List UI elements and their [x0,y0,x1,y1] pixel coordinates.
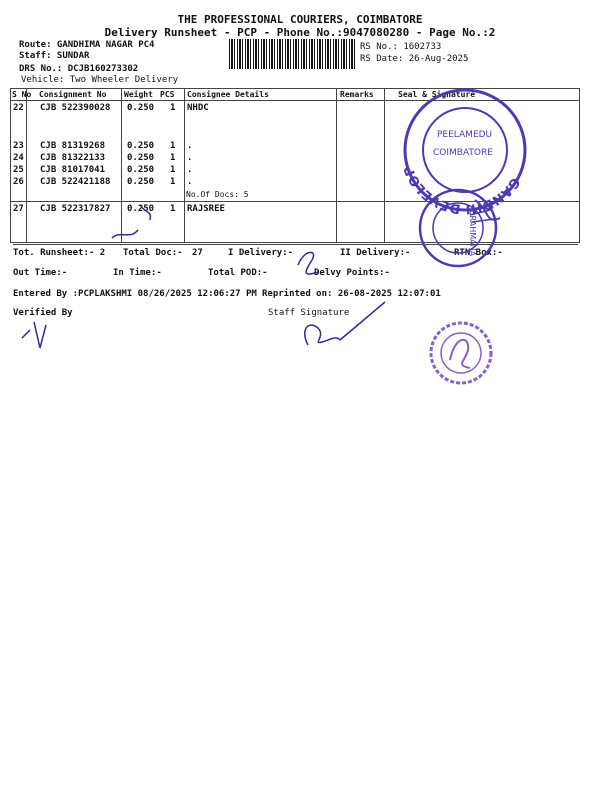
no-of-docs: No.Of Docs: 5 [186,190,249,199]
seal-inner-text: PEELAMEDU [437,130,493,140]
row-weight: 0.250 [127,141,155,151]
seal-ring-text: GANDHI DEVELOP [401,163,523,217]
delvy-points: Delvy Points:- [314,268,390,278]
ii-delivery: II Delivery:- [340,248,411,258]
row-pcs: 1 [170,103,176,113]
col-weight: Weight [124,90,153,99]
row-consignee: . [187,165,193,175]
col-pcs: PCS [160,90,175,99]
drs-label: DRS No.: DCJB160273302 [19,64,139,74]
verified-by: Verified By [13,308,73,318]
row-weight: 0.250 [127,153,155,163]
row-consignee: . [187,153,193,163]
seal-inner-text: COIMBATORE [433,148,493,158]
row-pcs: 1 [170,177,176,187]
in-time: In Time:- [113,268,162,278]
row-pcs: 1 [170,165,176,175]
rs-number: RS No.: 1602733 [360,42,442,52]
row-consignment: CJB 522390028 [40,103,111,113]
col-remarks: Remarks [340,90,374,99]
staff-signature-label: Staff Signature [268,308,350,318]
col-consignee: Consignee Details [187,90,269,99]
row-pcs: 1 [170,204,176,214]
entered-by: Entered By :PCPLAKSHMI 08/26/2025 12:06:27 PM [13,289,257,299]
row-weight: 0.250 [127,165,155,175]
report-title: THE PROFESSIONAL COURIERS, COIMBATORE [177,13,423,26]
violet-round-stamp [431,323,491,383]
row-consignment: CJB 522317827 [40,204,111,214]
i-delivery: I Delivery:- [228,248,294,258]
total-doc-value: 27 [192,248,203,258]
route-label: Route: GANDHIMA NAGAR PC4 [19,40,155,50]
row-weight: 0.250 [127,103,155,113]
vehicle-label: Vehicle: Two Wheeler Delivery [21,75,179,85]
secondary-stamp-text: BRAHMANA [468,210,477,257]
row-sno: 27 [13,204,24,214]
row-sno: 22 [13,103,24,113]
row-weight: 0.250 [127,177,155,187]
col-consignment: Consignment No [39,90,107,99]
row-weight: 0.250 [127,204,155,214]
tot-runsheet: Tot. Runsheet:- 2 [13,248,106,258]
rtn-box: RTN Box:- [454,248,503,258]
row-consignee: . [187,141,193,151]
row-consignee: RAJSREE [187,204,225,214]
row-consignment: CJB 81322133 [40,153,106,163]
row-sno: 26 [13,177,24,187]
col-seal-signature: Seal & Signature [398,90,476,99]
row-consignment: CJB 81319268 [40,141,106,151]
out-time: Out Time:- [13,268,68,278]
company-seal-stamp [402,90,525,216]
report-subtitle: Delivery Runsheet - PCP - Phone No.:9047080280 - Page No.:2 [104,26,496,39]
col-sno: S No [12,90,32,99]
handwritten-signatures [22,205,385,348]
row-consignee: NHDC [187,103,209,113]
row-sno: 25 [13,165,24,175]
row-sno: 23 [13,141,24,151]
row-pcs: 1 [170,153,176,163]
row-consignment: CJB 81017041 [40,165,106,175]
row-consignment: CJB 522421188 [40,177,111,187]
row-consignee: . [187,177,193,187]
reprinted-on: Reprinted on: 26-08-2025 12:07:01 [262,289,441,299]
staff-label: Staff: SUNDAR [19,51,90,61]
total-pod: Total POD:- [208,268,268,278]
total-doc-label: Total Doc:- [123,248,183,258]
row-sno: 24 [13,153,24,163]
row-pcs: 1 [170,141,176,151]
rs-date: RS Date: 26-Aug-2025 [360,54,469,64]
